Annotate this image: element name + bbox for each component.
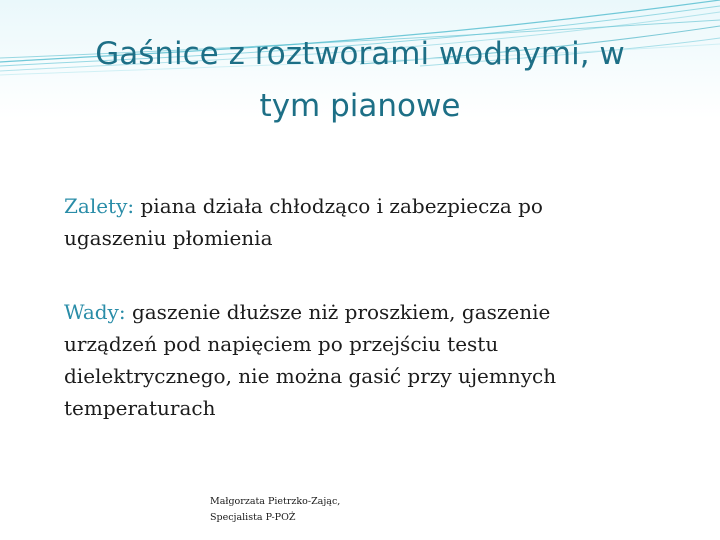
bullet-text-zalety: piana działa chłodząco i zabezpiecza po ugaszeniu płomienia: [64, 194, 543, 250]
title-line-1: Gaśnice z roztworami wodnymi, w: [95, 36, 625, 72]
bullet-marker-icon: [42, 194, 60, 216]
bullet-zalety: [46, 190, 646, 254]
bullet-wady: [46, 296, 646, 424]
bullet-lead-zalety: Zalety:: [64, 194, 135, 218]
slide-body: [46, 190, 646, 424]
footer-author-role: Specjalista P-POŻ: [210, 512, 296, 523]
bullet-text-wady: gaszenie dłuższe niż proszkiem, gaszenie urządzeń pod napięciem po przejściu testu dielektrycznego, nie można gasić przy ujemnych temperaturach: [64, 300, 557, 420]
footer-author-name: Małgorzata Pietrzko-Zając,: [210, 496, 341, 507]
bullet-marker-icon: [42, 300, 60, 322]
slide-title: [0, 28, 720, 132]
footer-author: [210, 494, 340, 526]
title-line-2: tym pianowe: [259, 88, 461, 124]
bullet-lead-wady: Wady:: [64, 300, 126, 324]
